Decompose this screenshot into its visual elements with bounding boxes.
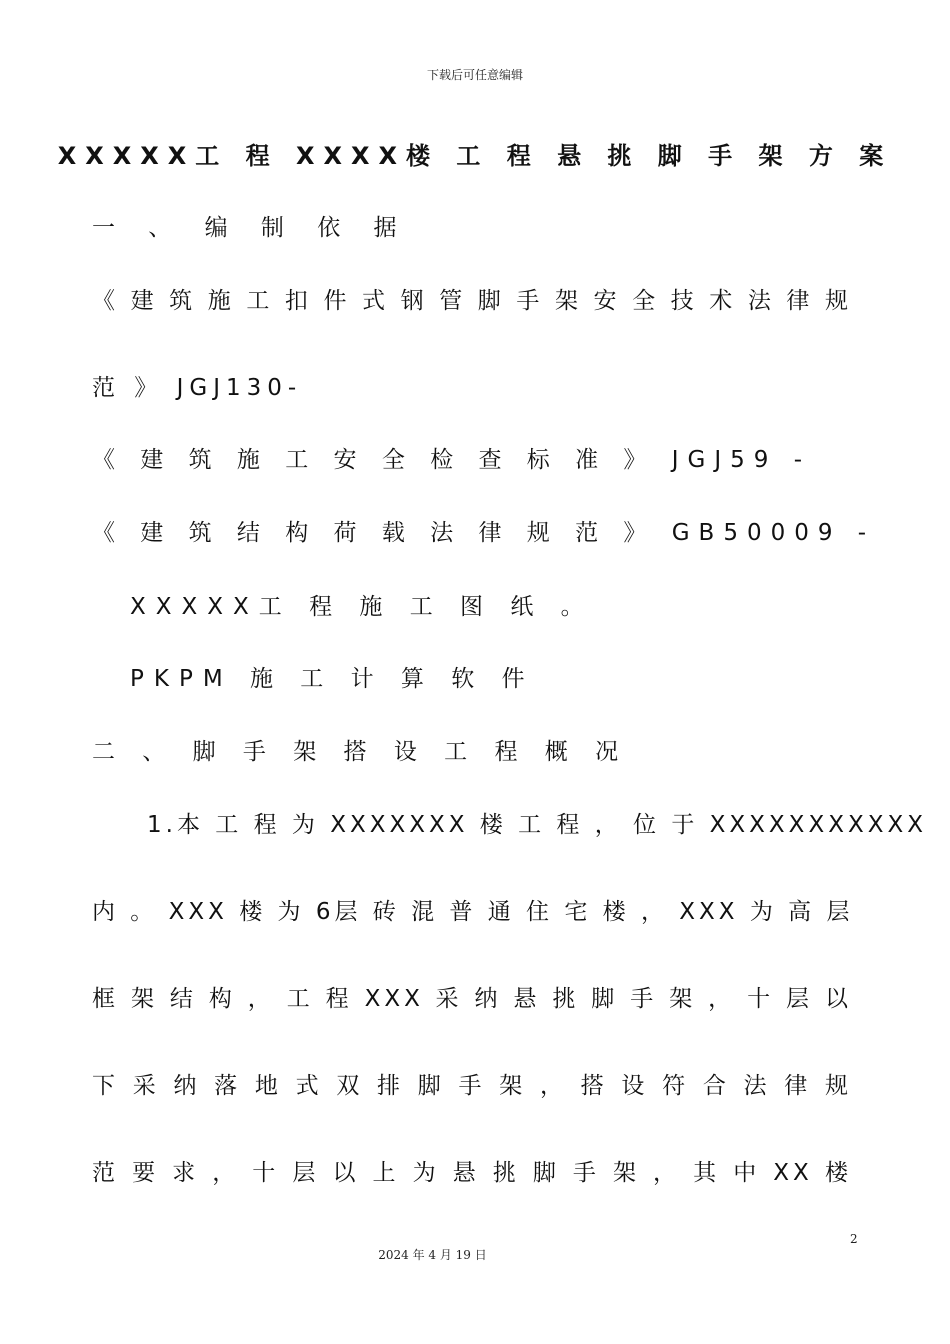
paragraph-line-5: 范 要 求 ， 十 层 以 上 为 悬 挑 脚 手 架 ， 其 中 XX 楼	[92, 1160, 852, 1186]
reference-line-3: 《 建 筑 结 构 荷 载 法 律 规 范 》 GB50009 -	[92, 520, 876, 546]
page-number: 2	[850, 1232, 858, 1246]
reference-line-2: 《 建 筑 施 工 安 全 检 查 标 准 》 JGJ59 -	[92, 447, 811, 473]
reference-line-1: 《 建 筑 施 工 扣 件 式 钢 管 脚 手 架 安 全 技 术 法 律 规	[92, 288, 852, 314]
section-heading-basis: 一 、 编 制 依 据	[92, 215, 410, 241]
reference-line-4: XXXXX工 程 施 工 图 纸 。	[130, 594, 594, 620]
paragraph-line-3: 框 架 结 构 ， 工 程 XXX 采 纳 悬 挑 脚 手 架 ， 十 层 以	[92, 986, 852, 1012]
document-title: XXXXX工 程 XXXX楼 工 程 悬 挑 脚 手 架 方 案	[57, 142, 893, 170]
paragraph-line-1: 1.本 工 程 为 XXXXXXX 楼 工 程 ， 位 于 XXXXXXXXXXX	[147, 812, 927, 838]
footer-date: 2024 年 4 月 19 日	[378, 1248, 487, 1262]
reference-line-1-cont: 范 》 JGJ130-	[92, 375, 303, 401]
section-heading-overview: 二 、 脚 手 架 搭 设 工 程 概 况	[92, 739, 629, 765]
header-note: 下载后可任意编辑	[426, 68, 523, 82]
paragraph-line-4: 下 采 纳 落 地 式 双 排 脚 手 架 ， 搭 设 符 合 法 律 规	[92, 1073, 852, 1099]
reference-line-5: PKPM 施 工 计 算 软 件	[130, 666, 535, 692]
paragraph-line-2: 内 。 XXX 楼 为 6层 砖 混 普 通 住 宅 楼 ， XXX 为 高 层	[92, 899, 854, 925]
